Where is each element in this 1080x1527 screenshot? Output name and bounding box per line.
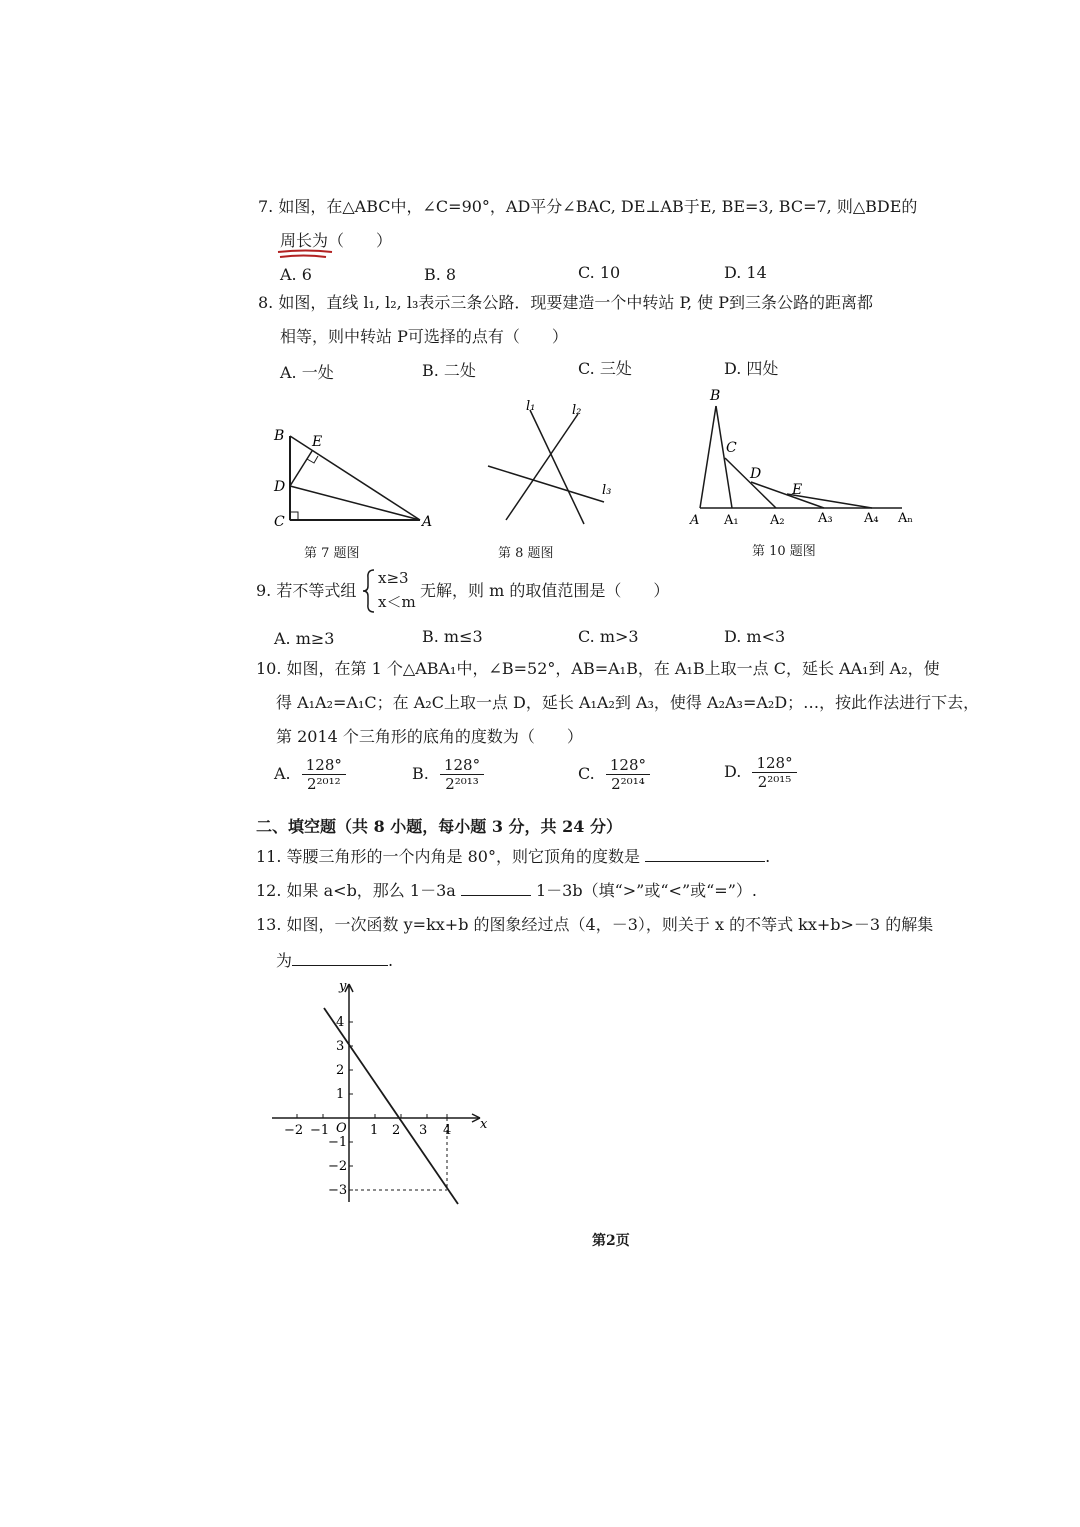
fig10-label-a4: A₄ bbox=[864, 511, 879, 526]
graph-y-tick-3: 3 bbox=[336, 1039, 345, 1054]
fig10-label-an: Aₙ bbox=[898, 511, 914, 526]
q7-option-a: A. 6 bbox=[280, 265, 312, 284]
q7-line2: 周长为（ ） bbox=[280, 231, 393, 250]
fig7-caption: 第 7 题图 bbox=[304, 546, 360, 561]
q12-post: 1－3b（填“>”或“<”或“=”）. bbox=[535, 881, 757, 900]
q10-option-c-numerator: 128° bbox=[606, 756, 650, 775]
q9-option-a: A. m≥3 bbox=[274, 629, 335, 648]
q10-option-a bbox=[274, 756, 346, 793]
q7-option-c: C. 10 bbox=[578, 263, 621, 282]
fig10-label-e: E bbox=[792, 482, 803, 498]
q13-graph bbox=[268, 976, 500, 1210]
graph-x-tick-1: 1 bbox=[370, 1123, 379, 1138]
q9-option-c: C. m>3 bbox=[578, 627, 639, 646]
graph-y-tick-1: 1 bbox=[336, 1087, 345, 1102]
figure-10 bbox=[688, 386, 924, 532]
q10-option-b bbox=[412, 756, 484, 793]
q10-option-b-letter: B. bbox=[412, 764, 429, 783]
q10-option-c-denominator: 2²⁰¹⁴ bbox=[611, 775, 645, 793]
section-2-title: 二、填空题（共 8 小题，每小题 3 分，共 24 分） bbox=[256, 817, 622, 836]
q8-option-b: B. 二处 bbox=[422, 361, 476, 380]
graph-x-tick-neg1: −1 bbox=[310, 1123, 330, 1138]
graph-x-tick-2: 2 bbox=[392, 1123, 401, 1138]
q10-option-c bbox=[578, 756, 650, 793]
fig10-label-a2: A₂ bbox=[770, 513, 785, 528]
graph-x-label: x bbox=[480, 1117, 488, 1132]
q9-inequality-1: x≥3 bbox=[378, 569, 409, 587]
q9-option-b: B. m≤3 bbox=[422, 627, 483, 646]
fig7-label-d: D bbox=[274, 479, 286, 495]
fig8-caption: 第 8 题图 bbox=[498, 546, 554, 561]
fig10-label-c: C bbox=[726, 440, 737, 456]
q11-text: 11. 等腰三角形的一个内角是 80°，则它顶角的度数是 bbox=[256, 847, 640, 866]
q9-inequality-2: x＜m bbox=[378, 593, 416, 611]
page-number: 第2页 bbox=[592, 1233, 630, 1249]
q10-option-a-fraction bbox=[302, 756, 346, 793]
graph-y-tick-neg2: −2 bbox=[328, 1159, 348, 1174]
q10-option-a-letter: A. bbox=[274, 764, 291, 783]
left-brace-icon bbox=[362, 568, 376, 614]
q12-answer-blank[interactable] bbox=[461, 881, 531, 896]
fig10-label-d: D bbox=[750, 466, 762, 482]
q9-prefix: 9. 若不等式组 bbox=[256, 581, 357, 600]
fig8-label-l2: l₂ bbox=[572, 403, 582, 418]
q13-line1: 13. 如图，一次函数 y=kx+b 的图象经过点（4，－3），则关于 x 的不等式 kx+b>－3 的解集 bbox=[256, 915, 934, 934]
q7-option-b: B. 8 bbox=[424, 265, 457, 284]
q10-option-c-fraction bbox=[606, 756, 650, 793]
q10-option-c-letter: C. bbox=[578, 764, 595, 783]
q13-answer-blank[interactable] bbox=[292, 951, 388, 966]
fig7-label-b: B bbox=[274, 428, 285, 444]
q11 bbox=[256, 846, 770, 868]
q10-option-a-denominator: 2²⁰¹² bbox=[307, 775, 341, 793]
graph-x-tick-4: 4 bbox=[443, 1123, 452, 1138]
q10-option-d-denominator: 2²⁰¹⁵ bbox=[757, 773, 792, 791]
q7-line1: 7. 如图，在△ABC中，∠C=90°，AD平分∠BAC, DE⊥AB于E, BE=3, BC=7, 则△BDE的 bbox=[258, 197, 918, 216]
fig7-label-c: C bbox=[274, 514, 285, 530]
graph-y-tick-neg1: −1 bbox=[328, 1135, 348, 1150]
q8-option-a: A. 一处 bbox=[280, 363, 334, 382]
q10-option-b-numerator: 128° bbox=[440, 756, 484, 775]
graph-x-tick-neg2: −2 bbox=[284, 1123, 304, 1138]
fig7-label-e: E bbox=[312, 434, 323, 450]
q10-option-b-denominator: 2²⁰¹³ bbox=[445, 775, 479, 793]
fig10-label-a: A bbox=[690, 513, 700, 528]
graph-y-tick-4: 4 bbox=[336, 1015, 345, 1030]
fig10-label-b: B bbox=[710, 388, 721, 404]
q9-suffix: 无解，则 m 的取值范围是（ ） bbox=[420, 581, 670, 600]
fig7-label-a: A bbox=[422, 514, 433, 530]
q11-answer-blank[interactable] bbox=[645, 847, 765, 862]
q8-option-c: C. 三处 bbox=[578, 359, 632, 378]
fig8-label-l1: l₁ bbox=[526, 399, 536, 414]
graph-y-label: y bbox=[339, 979, 347, 994]
q13-line2 bbox=[276, 950, 393, 972]
q8-line2: 相等，则中转站 P可选择的点有（ ） bbox=[280, 327, 568, 346]
graph-x-tick-3: 3 bbox=[419, 1123, 428, 1138]
q8-line1: 8. 如图，直线 l₁, l₂, l₃表示三条公路．现要建造一个中转站 P, 使 P到三条公路的距离都 bbox=[258, 293, 874, 312]
q10-line2: 得 A₁A₂=A₁C；在 A₂C上取一点 D，延长 A₁A₂到 A₃，使得 A₂A₃=A₂D；…，按此作法进行下去， bbox=[276, 693, 980, 712]
fig10-label-a3: A₃ bbox=[818, 511, 833, 526]
q10-option-b-fraction bbox=[440, 756, 484, 793]
q10-option-d-numerator: 128° bbox=[752, 754, 796, 773]
q13-line2-end: . bbox=[388, 951, 394, 970]
q9-option-d: D. m<3 bbox=[724, 627, 786, 646]
graph-origin-label: O bbox=[336, 1121, 347, 1136]
fig10-label-a1: A₁ bbox=[724, 513, 739, 528]
q10-option-d-fraction bbox=[752, 754, 796, 791]
graph-y-tick-2: 2 bbox=[336, 1063, 345, 1078]
q10-option-d bbox=[724, 754, 797, 791]
fig8-label-l3: l₃ bbox=[602, 483, 612, 498]
q11-end: . bbox=[765, 847, 771, 866]
figure-7 bbox=[268, 424, 448, 534]
q13-line2-pre: 为 bbox=[276, 951, 293, 970]
q12 bbox=[256, 880, 757, 902]
q10-option-a-numerator: 128° bbox=[302, 756, 346, 775]
handwritten-underline bbox=[276, 248, 336, 260]
graph-y-tick-neg3: −3 bbox=[328, 1183, 348, 1198]
q12-pre: 12. 如果 a<b，那么 1－3a bbox=[256, 881, 456, 900]
q10-option-d-letter: D. bbox=[724, 762, 742, 781]
q10-line3: 第 2014 个三角形的底角的度数为（ ） bbox=[276, 727, 583, 746]
figure-8 bbox=[480, 396, 620, 530]
q7-option-d: D. 14 bbox=[724, 263, 767, 282]
q10-line1: 10. 如图，在第 1 个△ABA₁中，∠B=52°，AB=A₁B，在 A₁B上取一点 C，延长 AA₁到 A₂，使 bbox=[256, 659, 940, 678]
fig10-caption: 第 10 题图 bbox=[752, 544, 816, 559]
q8-option-d: D. 四处 bbox=[724, 359, 779, 378]
